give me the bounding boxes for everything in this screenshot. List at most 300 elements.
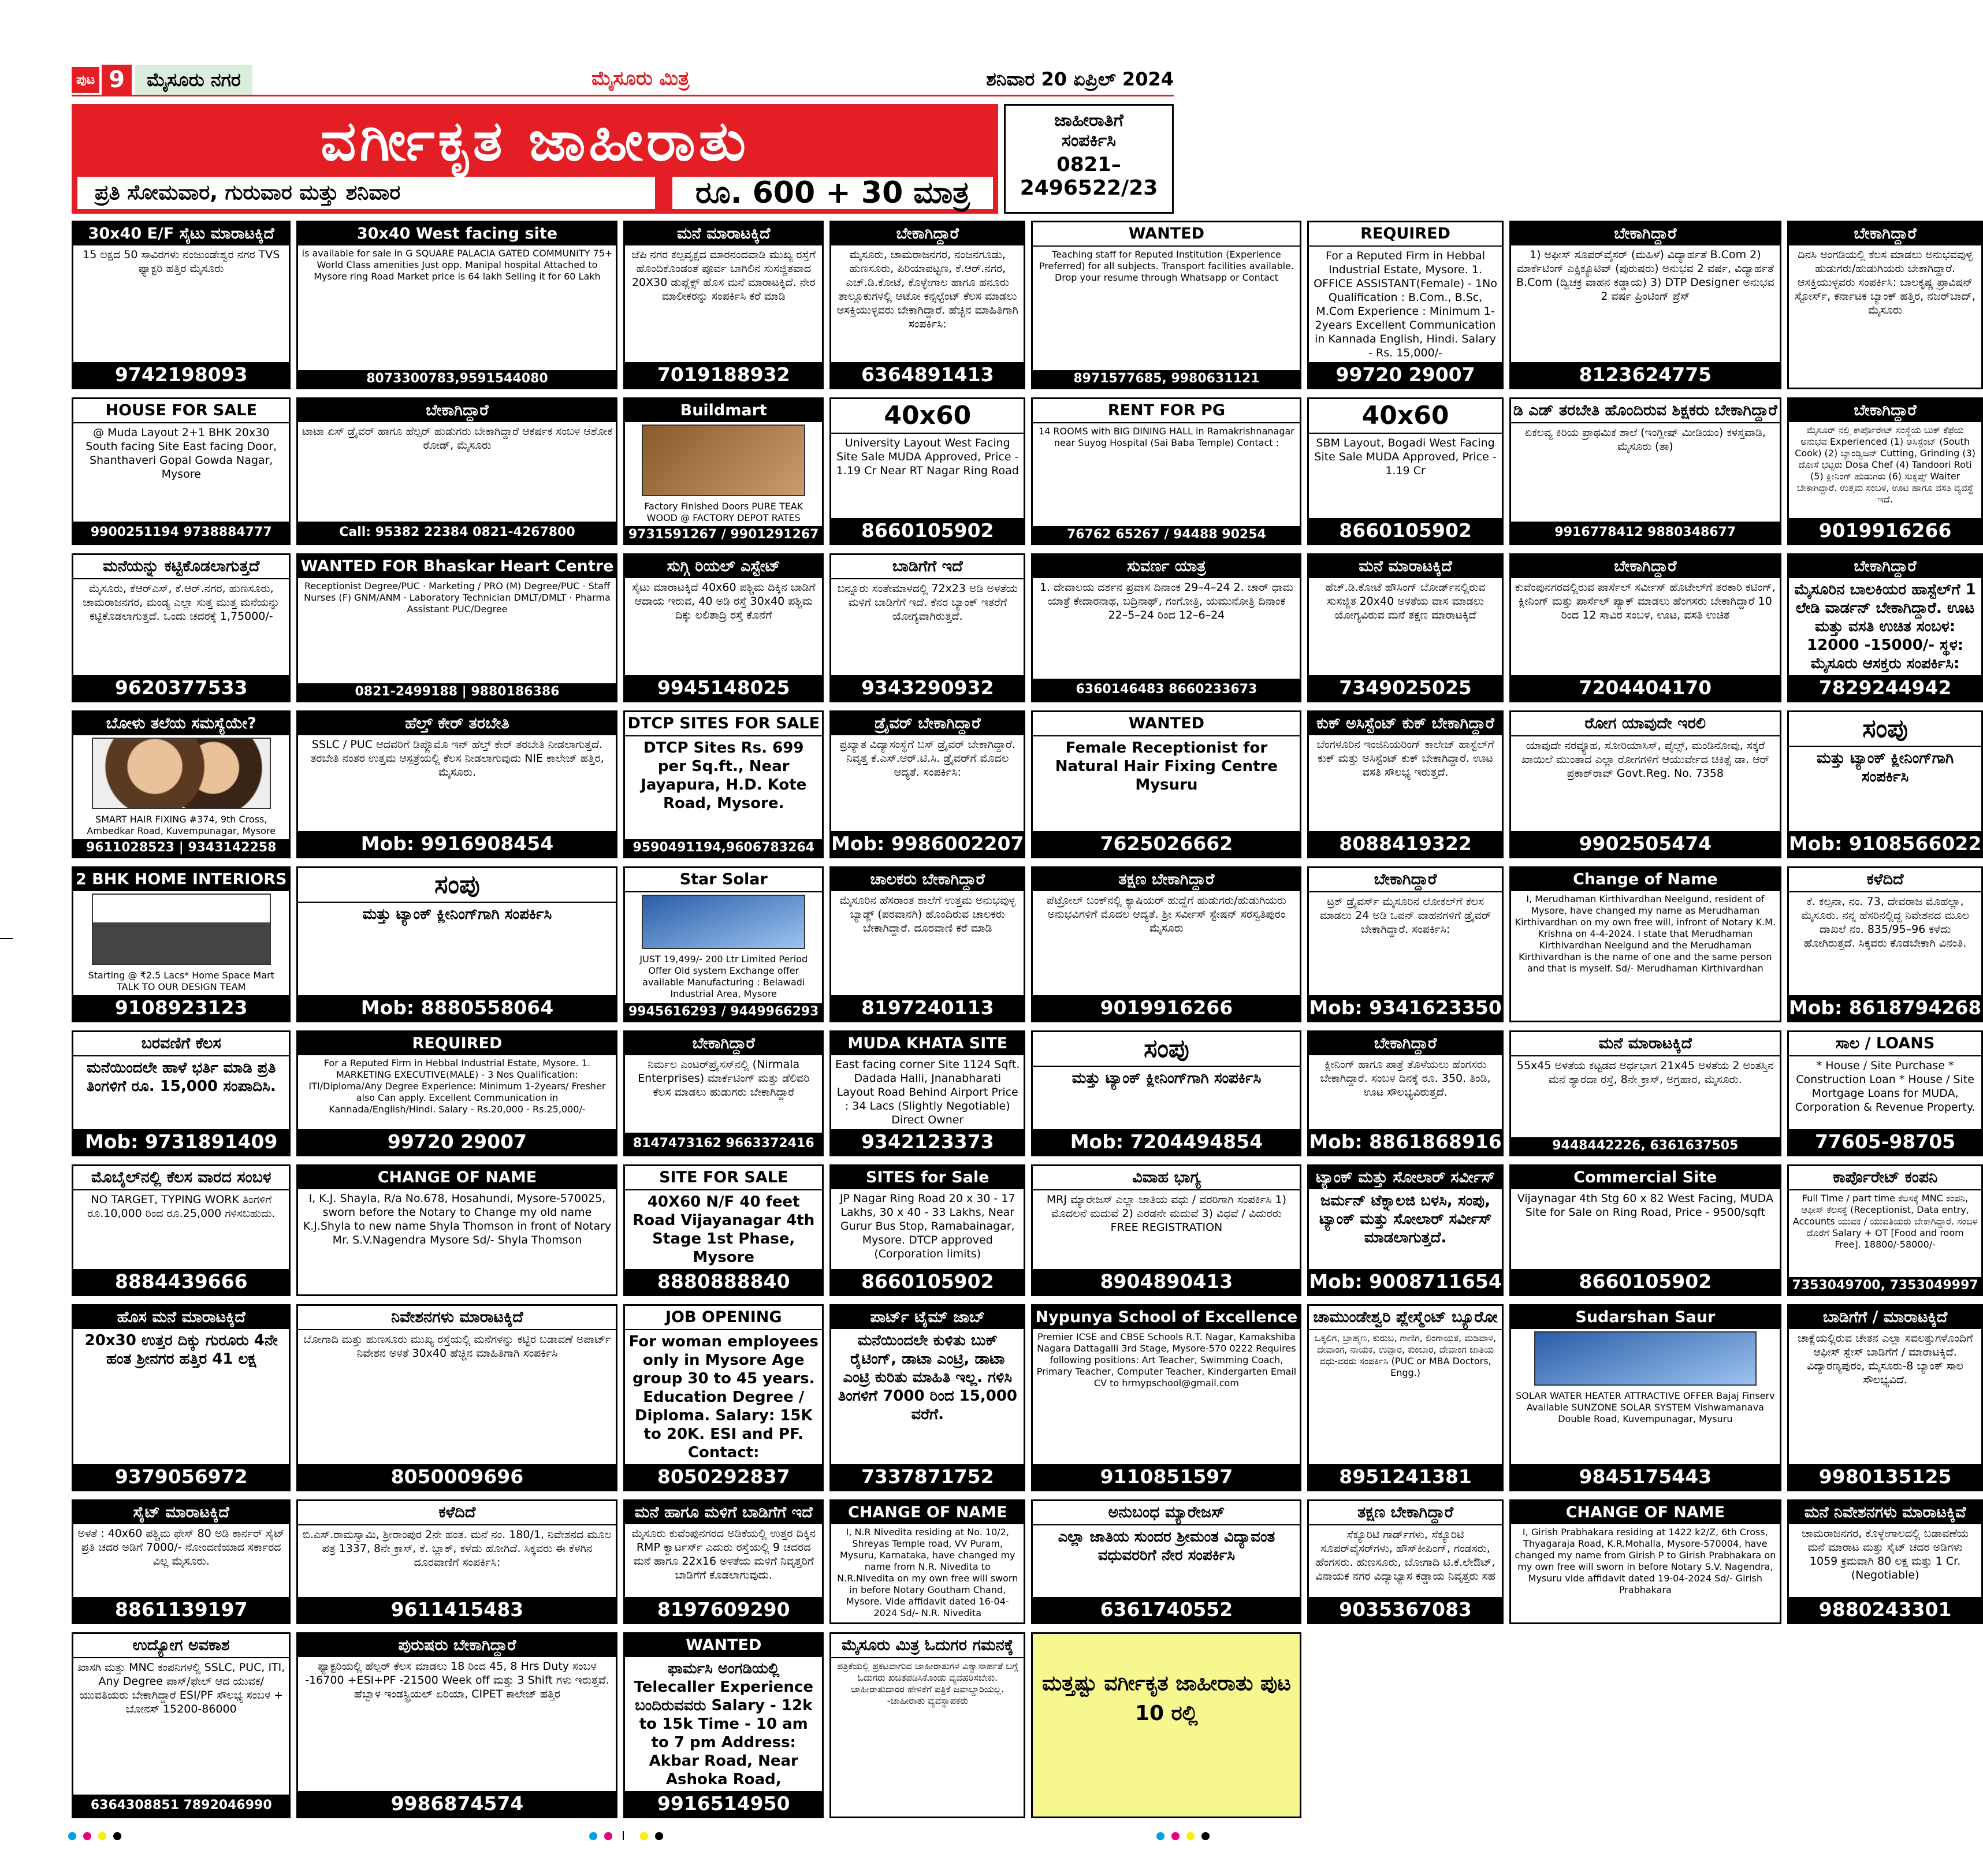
ad-body: ಸೈಟು ಮಾರಾಟಕ್ಕಿದೆ 40x60 ಪಶ್ಚಿಮ ದಿಕ್ಕಿನ ಬಾಡಿಗೆ ಆದಾಯ ಇರುವ, 40 ಅಡಿ ರಸ್ತೆ 30x40 ಪಶ್ಚಿಮ ದಿಕ್ಕು ಲಲಿತಾದ್ರಿ ರಸ್ತೆ ಕೊನೆಗೆ [631,581,816,621]
ad-phone-number: Mob: 9008711654 [1309,1269,1501,1294]
ad-body: For a Reputed Firm in Hebbal Industrial Estate, Mysore. 1. MARKETING EXECUTIVE(MALE) - 3 Nos Qualification: ITI/Diploma/Any Degree Experience: Minimum 1-2years/ Fresher also Can apply. Excellent Communication in Kannada/English/Hindi. Salary - Rs.20,000 - Rs.25,000/- [308,1058,606,1115]
ad-body: Full Time / part time ಕೆಲಸಕ್ಕೆ MNC ಕಂಪನಿ, ಆಫೀಸ್ ಕೆಲಸಕ್ಕೆ (Receptionist, Data entry, Accounts ಯುವಕ / ಯುವತಿಯರು ಬೇಕಾಗಿದ್ದಾರೆ. ಸಂಬಳ ದೊರೆಗೆ Salary + OT [Food and room Free]. 18800/-58000/- [1792,1193,1978,1250]
ad-body: Starting @ ₹2.5 Lacs* Home Space Mart TALK TO OUR DESIGN TEAM [88,970,274,992]
center-crop-mark [623,1831,624,1840]
classified-ad [296,710,617,858]
classified-ad [1509,397,1781,545]
classified-ad [72,1632,291,1818]
ad-heading: HOUSE FOR SALE [73,399,289,423]
classified-ad [829,1030,1025,1156]
ad-heading: ಮನೆ ನಿವೇಶನಗಳು ಮಾರಾಟಕ್ಕಿವೆ [1789,1501,1981,1524]
city-edition: ಮೈಸೂರು ನಗರ [135,65,252,95]
ad-body: 1. ದೇವಾಲಯ ದರ್ಶನ ಪ್ರವಾಸ ದಿನಾಂಕ 29–4–24 2. ಚಾರ್ ಧಾಮ ಯಾತ್ರೆ ಕೇದಾರನಾಥ, ಬದ್ರಿನಾಥ್, ಗಂಗೋತ್ರಿ, ಯಮುನೋತ್ರಿ ದಿನಾಂಕ 22–5–24 ರಿಂದ 12–6–24 [1040,581,1293,621]
page-number: 9 [102,65,132,95]
classified-ad [1031,1030,1301,1156]
ad-phone-number: 8660105902 [1511,1269,1780,1294]
classified-ad [1509,553,1781,702]
ad-heading: ಬಾಡಿಗೆಗೆ / ಮಾರಾಟಕ್ಕಿದೆ [1789,1306,1981,1329]
ad-heading: ಬೇಕಾಗಿದ್ದಾರೆ [1789,399,1981,422]
ad-body: University Layout West Facing Site Sale MUDA Approved, Price - 1.19 Cr Near RT Nagar Ring Road [836,437,1019,477]
ad-body: SOLAR WATER HEATER ATTRACTIVE OFFER Bajaj Finserv Available SUNZONE SOLAR SYSTEM Vishwamanava Double Road, Kuvempunagar, Mysuru [1516,1390,1775,1424]
registration-dot [83,1832,91,1840]
ad-heading: Buildmart [625,399,822,422]
ad-heading: ಬೇಕಾಗಿದ್ದಾರೆ [298,399,616,422]
ad-body: 14 ROOMS with BIG DINING HALL in Ramakrishnanagar near Suyog Hospital (Sai Baba Temple) Contact : [1038,426,1294,448]
ad-phone-number: 9343290932 [831,675,1024,701]
ad-body: ಮತ್ತು ಟ್ಯಾಂಕ್ ಕ್ಲೀನಿಂಗ್‌ಗಾಗಿ ಸಂಪರ್ಕಿಸಿ [1072,1070,1262,1087]
classified-ad [296,1632,617,1818]
classified-ad [1307,397,1503,545]
ad-body: ಫ್ಯಾಕ್ಟರಿಯಲ್ಲಿ ಹೆಲ್ಪರ್ ಕೆಲಸ ಮಾಡಲು 18 ರಿಂದ 45, 8 Hrs Duty ಸಂಬಳ -16700 +ESI+PF -21500 Week off ಮತ್ತು 3 Shift ಗಳು ಇರುತ್ತವೆ. ಹೆಬ್ಬಾಳ ಇಂಡಸ್ಟ್ರಿಯಲ್ ಏರಿಯಾ, CIPET ಕಾಲೇಜ್ ಹತ್ತಿರ [305,1660,609,1700]
ad-phone-number: Mob: 8880558064 [298,995,616,1021]
ad-phone-number: 6360146483 8660233673 [1033,679,1300,701]
classified-ad [1307,1164,1503,1296]
ad-heading: CHANGE OF NAME [298,1166,616,1189]
classified-ad [1787,553,1983,702]
ad-heading: ಪುರುಷರು ಬೇಕಾಗಿದ್ದಾರೆ [298,1634,616,1657]
ad-heading: ಕಳೆದಿದೆ [298,1501,616,1525]
ad-phone-number: 8147473162 9663372416 [625,1133,822,1155]
ad-heading: ಬೇಕಾಗಿದ್ದಾರೆ [1309,1032,1501,1055]
ad-phone-number: 9611415483 [298,1597,616,1622]
ad-phone-number: 9845175443 [1511,1464,1780,1490]
ad-phone-number: 9916778412 9880348677 [1511,522,1780,544]
ad-body: Factory Finished Doors PURE TEAK WOOD @ FACTORY DEPOT RATES [644,501,803,523]
ad-body: ಕ್ಲೀನಿಂಗ್ ಹಾಗೂ ಪಾತ್ರೆ ತೊಳೆಯಲು ಹೆಂಗಸರು ಬೇಕಾಗಿದ್ದಾರೆ. ಸಂಬಳ ದಿನಕ್ಕೆ ರೂ. 350. ತಿಂಡಿ, ಊಟ ಸೌಲಭ್ಯವಿರುತ್ತದೆ. [1320,1058,1491,1099]
classified-ad [72,710,291,858]
ad-heading: ಸೈಟ್ ಮಾರಾಟಕ್ಕಿದೆ [73,1501,289,1524]
classified-ad [1787,397,1983,545]
classified-ad [296,1304,617,1491]
classified-ad [72,1030,291,1156]
classified-ad [1031,866,1301,1022]
registration-dot [1156,1832,1164,1840]
ad-heading: ಮನೆ ಮಾರಾಟಕ್ಕಿದೆ [1511,1032,1780,1056]
classified-ad [1031,1499,1301,1624]
classified-ad [1031,710,1301,858]
ad-heading: REQUIRED [1309,222,1501,247]
ad-phone-number: 6361740552 [1033,1597,1300,1622]
ad-heading: CHANGE OF NAME [1511,1501,1780,1524]
ad-body: East facing corner Site 1124 Sqft. Dadada Halli, Jnanabharati Layout Road Behind Airport Price : 34 Lacs (Slightly Negotiable) Direct Owner [835,1058,1020,1126]
classified-ad [72,866,291,1022]
ad-body: ಬೋಗಾದಿ ಮತ್ತು ಹುಣಸೂರು ಮುಖ್ಯ ರಸ್ತೆಯಲ್ಲಿ ಮನೆಗಳನ್ನು ಕಟ್ಟಿರ ಬಡಾವಣೆ ಅಪಾರ್ಟ್ ನಿವೇಶನ ಅಳತೆ 30x40 ಹೆಚ್ಚಿನ ಮಾಹಿತಿಗಾಗಿ ಸಂಪರ್ಕಿಸಿ [303,1333,611,1360]
classified-ad [72,221,291,389]
classified-ad [1509,710,1781,858]
classified-ad [1031,1304,1301,1491]
ad-body: ಕುವೆಂಪುನಗರದಲ್ಲಿರುವ ಪಾರ್ಸೆಲ್ ಸರ್ವೀಸ್ ಹೊಟೇಲ್‌ಗೆ ತರಕಾರಿ ಕಟಿಂಗ್, ಕ್ಲೀನಿಂಗ್ ಮತ್ತು ಪಾರ್ಸೆಲ್ ಪ್ಯಾಕ್ ಮಾಡಲು ಹೆಂಗಸರು ಬೇಕಾಗಿದ್ದಾರೆ 10 ರಿಂದ 12 ಸಾವಿರ ಸಂಬಳ, ಊಟ, ವಸತಿ ಉಚಿತ [1515,581,1776,621]
ad-body: ಹೆಚ್.ಡಿ.ಕೋಟೆ ಹೌಸಿಂಗ್ ಬೋರ್ಡ್‌ನಲ್ಲಿರುವ ಸುಸಜ್ಜಿತ 20x40 ಅಳತೆಯ ವಾಸ ಮಾಡಲು ಯೋಗ್ಯವಿರುವ ಮನೆ ತಕ್ಷಣ ಮಾರಾಟಕ್ಕಿದೆ [1325,581,1486,621]
ad-heading: ತಕ್ಷಣ ಬೇಕಾಗಿದ್ದಾರೆ [1309,1501,1501,1525]
ad-heading: RENT FOR PG [1033,399,1300,423]
classified-ad [829,866,1025,1022]
ad-body: ಮೈಸೂರು ಕುವೆಂಪುನಗರದ ಅಡಿಕೆಯಲ್ಲಿ ಉತ್ತರ ದಿಕ್ಕಿನ RMP ಕ್ವಾರ್ಟರ್ಸ್ ಎದುರು ರಸ್ತೆಯಲ್ಲಿ 9 ಚದರದ ಮನೆ ಹಾಗೂ 22x16 ಅಳತೆಯ ಮಳಿಗೆ ನಿವೃತ್ತರಿಗೆ ಬಾಡಿಗೆಗೆ ಕೊಡಲಾಗುವುದು. [631,1527,816,1581]
ad-heading: Commercial Site [1511,1166,1780,1189]
classified-banner [72,104,998,214]
ad-heading: ವಿವಾಹ ಭಾಗ್ಯ [1033,1166,1300,1190]
classified-ad [829,1164,1025,1296]
ad-heading: ಕಾರ್ಪೊರೇಟ್ ಕಂಪನಿ [1789,1166,1981,1190]
ad-heading: ಬರವಣಿಗೆ ಕೆಲಸ [73,1032,289,1056]
contact-line-3: 0821– [1056,153,1121,176]
ad-phone-number: 8197240113 [831,995,1024,1021]
ad-phone-number: 76762 65267 / 94488 90254 [1033,526,1300,544]
ad-body: Vijaynagar 4th Stg 60 x 82 West Facing, MUDA Site for Sale on Ring Road, Price - 9500/sqft [1517,1192,1773,1219]
ad-heading: ಡ್ರೈವರ್ ಬೇಕಾಗಿದ್ದಾರೆ [831,712,1024,735]
ad-body: I, Merudhaman Kirthivardhan Neelgund, resident of Mysore, have changed my name as Merudhaman Kirthivardhan on my own free will, infront of Notary K.M. Krishna on 4-4-2024. I state that Merudhaman Kirthivardhan Neelgund and the Merudhaman Kirthivardhan is the name of one and the same person and that is myself. Sd/- Merudhaman Kirthivardhan [1515,894,1776,974]
ad-heading: ಚಾಮುಂಡೇಶ್ವರಿ ಪ್ಲೇಸ್ಮೆಂಟ್ ಬ್ಯೂರೋ [1309,1306,1501,1330]
ad-body: ಬೆಂಗಳೂರಿನ ಇಂಜಿನಿಯರಿಂಗ್ ಕಾಲೇಜ್ ಹಾಸ್ಟೆಲ್‌ಗೆ ಕುಕ್ ಮತ್ತು ಅಸಿಸ್ಟೆಂಟ್ ಕುಕ್ ಬೇಕಾಗಿದ್ದಾರೆ. ಊಟ ವಸತಿ ಸೌಲಭ್ಯ ಇರುತ್ತದೆ. [1316,738,1494,779]
ad-phone-number: 7349025025 [1309,675,1501,701]
ad-heading: ಡಿ ಎಡ್ ತರಬೇತಿ ಹೊಂದಿರುವ ಶಿಕ್ಷಕರು ಬೇಕಾಗಿದ್ದಾರೆ [1511,399,1780,423]
classified-ad [829,221,1025,389]
ad-phone-number: 99720 29007 [298,1129,616,1155]
classified-ad [1509,221,1781,389]
ad-phone-number: 0821-2499188 | 9880186386 [298,683,616,701]
ad-heading: ಬೇಕಾಗಿದ್ದಾರೆ [831,222,1024,245]
ad-phone-number: 8660105902 [1309,518,1501,544]
ad-heading: ಸುವರ್ಣ ಯಾತ್ರ [1033,555,1300,578]
ad-phone-number: 8884439666 [73,1269,289,1294]
ad-phone-number: 9448442226, 6361637505 [1511,1137,1780,1155]
registration-dot [655,1832,663,1840]
registration-dot [604,1832,612,1840]
ad-heading: CHANGE OF NAME [831,1501,1024,1524]
ad-heading: ಸಂಪು [1789,712,1981,747]
page-tab [72,65,252,95]
ad-body: JUST 19,499/- 200 Ltr Limited Period Offer Old system Exchange offer available Manufacturing : Belawadi Industrial Area, Mysore [639,954,808,999]
ad-heading: ಚಾಲಕರು ಬೇಕಾಗಿದ್ದಾರೆ [831,868,1024,891]
ad-heading: Sudarshan Saur [1511,1306,1780,1329]
ad-heading: 30x40 West facing site [298,222,616,245]
ad-heading: WANTED [1033,222,1300,247]
classified-ad [1307,866,1503,1022]
ad-body: 55x45 ಅಳತೆಯ ಕಟ್ಟಡದ ಅರ್ಧಭಾಗ 21x45 ಅಳತೆಯ 2 ಅಂತಸ್ತಿನ ಮನೆ ಶ್ಯಾರದಾ ರಸ್ತೆ, 8ನೇ ಕ್ರಾಸ್, ಅಗ್ರಹಾರ, ಮೈಸೂರು. [1516,1059,1774,1086]
ad-body: ಪ್ರಖ್ಯಾತ ವಿದ್ಯಾಸಂಸ್ಥೆಗೆ ಬಸ್ ಡ್ರೈವರ್ ಬೇಕಾಗಿದ್ದಾರೆ. ನಿವೃತ್ತ ಕೆ.ಎಸ್.ಆರ್.ಟಿ.ಸಿ. ಡ್ರೈವರ್‌ಗೆ ಮೊದಲ ಆದ್ಯತೆ. ಸಂಪರ್ಕಿಸಿ: [839,738,1015,779]
publication-schedule: ಪ್ರತಿ ಸೋಮವಾರ, ಗುರುವಾರ ಮತ್ತು ಶನಿವಾರ [77,177,655,209]
ad-phone-number: Mob: 8861868916 [1309,1129,1501,1155]
ad-body: ಒಕ್ಕಲಿಗ, ಬ್ರಾಹ್ಮಣ, ಕುರುಬ, ಗಾಣಿಗ, ಲಿಂಗಾಯತ, ಮಡಿವಾಳ, ದೇವಾಂಗ, ನಾಯಕ, ಉಪ್ಪಾರ, ಕುಂಬಾರ, ದೇವಾಂಗ ಜಾತಿಯ ವಧು-ವರರು ಸಂಪರ್ಕಿಸಿ (PUC or MBA Doctors, Engg.) [1314,1332,1497,1378]
ad-photo [92,894,271,965]
ad-heading: WANTED FOR Bhaskar Heart Centre [298,555,616,578]
ad-heading: Change of Name [1511,868,1780,891]
ad-body: NO TARGET, TYPING WORK ತಿಂಗಳಿಗೆ ರೂ.10,000 ರಿಂದ ರೂ.25,000 ಗಳಿಸಬಹುದು. [87,1193,276,1220]
ad-phone-number: 8971577685, 9980631121 [1033,370,1300,388]
ad-heading: ಸಂಪು [298,868,616,903]
ad-heading: ಕುಕ್ ಅಸಿಸ್ಟೆಂಟ್ ಕುಕ್ ಬೇಕಾಗಿದ್ದಾರೆ [1309,712,1501,735]
ad-phone-number: 9342123373 [831,1129,1024,1155]
ad-body: ಕೆ. ಕಲ್ಪನಾ, ನಂ. 73, ದೇವರಾಜ ಮೊಹಲ್ಲಾ, ಮೈಸೂರು. ನನ್ನ ಹೆಸರಿನಲ್ಲಿದ್ದ ನಿವೇಶನದ ಮೂಲ ದಾಖಲೆ ನಂ. 835/95–96 ಕಳೆದು ಹೋಗಿರುತ್ತದೆ. ಸಿಕ್ಕವರು ಕೊಡಬೇಕಾಗಿ ವಿನಂತಿ. [1801,895,1969,950]
ad-body: 1) ಅಫೀಸ್ ಸೂಪರ್‌ವೈಸರ್ (ಮಹಿಳೆ) ವಿದ್ಯಾರ್ಹತೆ B.Com 2) ಮಾರ್ಕೆಟಿಂಗ್ ಎಕ್ಸಿಕ್ಯೂಟಿವ್ (ಪುರುಷರು) ಅನುಭವ 2 ವರ್ಷ, ವಿದ್ಯಾರ್ಹತೆ B.Com (ದ್ವಿಚಕ್ರ ವಾಹನ ಕಡ್ಡಾಯ) 3) DTP Designer ಅನುಭವ 2 ವರ್ಷ ಪ್ರಿಂಟಿಂಗ್ ಪ್ರೆಸ್ [1516,248,1774,303]
ad-body: SBM Layout, Bogadi West Facing Site Sale MUDA Approved, Price - 1.19 Cr [1314,437,1497,477]
ad-body: Receptionist Degree/PUC · Marketing / PRO (M) Degree/PUC · Staff Nurses (F) GNM/ANM · Laboratory Technician DMLT/DMLT · Pharma Assistant PUC/Degree [304,580,611,615]
ad-heading: ಮನೆಯನ್ನು ಕಟ್ಟಿಕೊಡಲಾಗುತ್ತದೆ [73,555,289,579]
ad-phone-number: 9108923123 [73,995,289,1021]
ad-heading: REQUIRED [298,1032,616,1055]
classified-ad [623,1164,824,1296]
ad-photo [642,895,805,949]
ad-body: ಬಿ.ಎಸ್.ರಾಮಸ್ವಾಮಿ, ಶ್ರೀರಾಂಪುರ 2ನೇ ಹಂತ. ಮನೆ ನಂ. 180/1, ನಿವೇಶನದ ಮೂಲ ಪತ್ರ 1337, 8ನೇ ಕ್ರಾಸ್, ಕೆ. ಬ್ಲಾಕ್, ಕಳೆದು ಹೋಗಿದೆ. ಸಿಕ್ಕವರು ಈ ಕೆಳಗಿನ ದೂರವಾಣಿಗೆ ಸಂಪರ್ಕಿಸಿ: [303,1528,612,1569]
classified-ad [1787,221,1983,389]
classified-ad [829,1499,1025,1624]
ad-heading: ಮನೆ ಹಾಗೂ ಮಳಿಗೆ ಬಾಡಿಗೆಗೆ ಇದೆ [625,1501,822,1524]
classified-ad [1787,1499,1983,1624]
ad-phone-number: 9019916266 [1033,995,1300,1021]
ad-heading: WANTED [1033,712,1300,736]
classified-ad [1307,1499,1503,1624]
ad-body: ಜರ್ಮನ್ ಟೆಕ್ನಾಲಜಿ ಬಳಸಿ, ಸಂಪು, ಟ್ಯಾಂಕ್ ಮತ್ತು ಸೋಲಾರ್ ಸರ್ವೀಸ್ ಮಾಡಲಾಗುತ್ತದೆ. [1319,1192,1492,1246]
ad-phone-number: 9110851597 [1033,1464,1300,1490]
ad-phone-number: 7353049700, 7353049997 [1789,1277,1981,1294]
classified-ad [1509,1030,1781,1156]
ad-body: ಮನೆಯಿಂದಲೇ ಹಾಳೆ ಭರ್ತಿ ಮಾಡಿ ಪ್ರತಿ ತಿಂಗಳಿಗೆ ರೂ. 15,000 ಸಂಪಾದಿಸಿ. [86,1059,276,1095]
ad-phone-number: 9379056972 [73,1464,289,1490]
ad-heading: 40x60 [1309,399,1501,434]
ad-phone-number: 8880888840 [625,1269,822,1294]
classified-ad [72,397,291,545]
ad-body: ಮನೆಯಿಂದಲೇ ಕುಳಿತು ಬುಕ್ ರೈಟಿಂಗ್, ಡಾಟಾ ಎಂಟ್ರಿ, ಡಾಟಾ ಎಂಟ್ರಿ ಕುರಿತು ಮಾಹಿತಿ ಇಲ್ಲ. ಗಳಿಸಿ ತಿಂಗಳಿಗೆ 7000 ರಿಂದ 15,000 ವರೆಗೆ. [838,1332,1018,1423]
ad-heading: Nypunya School of Excellence [1033,1306,1300,1329]
ad-phone-number: 9035367083 [1309,1597,1501,1622]
classified-ad [1031,221,1301,389]
ad-heading: ಸುಗ್ಗಿ ರಿಯಲ್ ಎಸ್ಟೇಟ್ [625,555,822,578]
classified-ad [296,1030,617,1156]
newspaper-logo: ಮೈಸೂರು ಮಿತ್ರ [591,67,690,90]
ad-body: ಚಾಮರಾಜನಗರ, ಕೊಳ್ಳೇಗಾಲದಲ್ಲಿ ಬಡಾವಣೆಯ ಮನೆ ಮಾರಾಟ ಮತ್ತು ಸೈಟ್ ಚದರ ಅಡಿಗಳು 1059 ಕ್ರಮವಾಗಿ 80 ಲಕ್ಷ ಮತ್ತು 1 Cr. (Negotiable) [1802,1527,1969,1581]
ad-body: ಮತ್ತು ಟ್ಯಾಂಕ್ ಕ್ಲೀನಿಂಗ್‌ಗಾಗಿ ಸಂಪರ್ಕಿಸಿ [362,906,552,923]
ad-heading: ಬೇಕಾಗಿದ್ದಾರೆ [1511,555,1780,578]
ad-body: ಜೆಪಿ ನಗರ ಕಲ್ಪವೃಕ್ಷದ ಮಾರನಂದವಾಡಿ ಮುಖ್ಯ ರಸ್ತೆಗೆ ಹೊಂದಿಕೊಂಡಂತೆ ಪೂರ್ವ ಬಾಗಿಲಿನ ಸುಸಜ್ಜಿತವಾದ 20X30 ಡುಪ್ಲೆಕ್ಸ್ ಹೊಸ ಮನೆ ಮಾರಾಟಕ್ಕಿದೆ. ನೇರ ಮಾಲೀಕರನ್ನು ಸಂಪರ್ಕಿಸಿ ಕರೆ ಮಾಡಿ [631,248,816,303]
classified-ad [296,553,617,702]
classified-ad [1509,1304,1781,1491]
ad-body: ನಿರ್ಮಲ ಎಂಟರ್‌ಪ್ರೈಸಸ್‌ನಲ್ಲಿ (Nirmala Enterprises) ಮಾರ್ಕೆಟಿಂಗ್ ಮತ್ತು ಡೆಲಿವರಿ ಕೆಲಸ ಮಾಡಲು ಹುಡುಗರು ಬೇಕಾಗಿದ್ದಾರೆ [638,1058,810,1099]
classified-ad [829,553,1025,702]
ad-phone-number: Mob: 8618794268 [1789,995,1981,1021]
ad-phone-number: 8088419322 [1309,831,1501,857]
ad-heading: ಸಾಲ / LOANS [1789,1032,1981,1056]
page-label: ಪುಟ [72,67,99,93]
ad-body: SMART HAIR FIXING #374, 9th Cross, Ambedkar Road, Kuvempunagar, Mysore [87,814,276,836]
ad-heading: MUDA KHATA SITE [831,1032,1024,1055]
ad-phone-number: 8904890413 [1033,1269,1300,1294]
ad-body: ಮತ್ತು ಟ್ಯಾಂಕ್ ಕ್ಲೀನಿಂಗ್‌ಗಾಗಿ ಸಂಪರ್ಕಿಸಿ [1817,750,1954,786]
ad-body: ಏಕಲವ್ಯ ಕಿರಿಯ ಪ್ರಾಥಮಿಕ ಶಾಲೆ (ಇಂಗ್ಲೀಷ್ ಮೀಡಿಯಂ) ಕಳಸ್ತವಾಡಿ, ಮೈಸೂರು (ತಾ) [1524,426,1766,453]
ad-body: ಟ್ರಕ್ ಡ್ರೈವರ್ಸ್ ಮೈಸೂರಿನ ಲೋಕಲ್‌ಗೆ ಕೆಲಸ ಮಾಡಲು 24 ಅಡಿ ಒಪನ್ ವಾಹನಗಳಿಗೆ ಡ್ರೈವರ್ ಬೇಕಾಗಿದ್ದಾರೆ. ಸಂಪರ್ಕಿಸಿ: [1319,895,1491,936]
classified-ad [1307,710,1503,858]
classified-ad [1031,553,1301,702]
ad-body: ಮೈಸೂರು, ಕೆಆರ್‌ಎಸ್, ಕೆ.ಆರ್.ನಗರ, ಹುಣಸೂರು, ಚಾಮರಾಜನಗರ, ಮಂಡ್ಯ ಎಲ್ಲಾ ಸುತ್ತ ಮುತ್ತ ಮನೆಯನ್ನು ಕಟ್ಟಿಕೊಡಲಾಗುತ್ತದೆ. ಒಂದು ಚದರಕ್ಕೆ 1,75000/- [83,582,280,623]
ad-heading: ಬೇಕಾಗಿದ್ದಾರೆ [625,1032,822,1055]
ad-body: 15 ಲಕ್ಷದ 50 ಸಾವಿರಗಳು ನಂಜುಂಡೇಶ್ವರ ನಗರ TVS ಫ್ಯಾಕ್ಟರಿ ಹತ್ತಿರ ಮೈಸೂರು [83,248,280,275]
classified-ad [623,866,824,1022]
classified-ad [623,710,824,858]
classified-ad [1031,397,1301,545]
ad-heading: ಬೇಕಾಗಿದ್ದಾರೆ [1511,222,1780,245]
classified-ad [296,397,617,545]
ad-phone-number: 8050009696 [298,1464,616,1490]
ad-body: DTCP Sites Rs. 699 per Sq.ft., Near Jayapura, H.D. Kote Road, Mysore. [641,739,807,812]
ad-phone-number: Mob: 7204494854 [1033,1129,1300,1155]
classified-ad [1307,1030,1503,1156]
ad-phone-number: Mob: 9108566022 [1789,831,1981,857]
classified-ad [829,1304,1025,1491]
classified-ad [1031,1164,1301,1296]
registration-dot [1171,1832,1180,1840]
ad-phone-number: 9590491194,9606783264 [625,839,822,857]
ad-heading: ಅನುಬಂಧ ಮ್ಯಾರೇಜಸ್ [1033,1501,1300,1525]
ad-heading: ಮನೆ ಮಾರಾಟಕ್ಕಿದೆ [625,222,822,245]
ad-body: ಮತ್ತಷ್ಟು ವರ್ಗೀಕೃತ ಜಾಹೀರಾತು ಪುಟ 10 ರಲ್ಲಿ [1041,1672,1291,1725]
ad-heading: ಬೇಕಾಗಿದ್ದಾರೆ [1789,222,1981,245]
ad-heading: ಹೆಲ್ತ್ ಕೇರ್ ತರಬೇತಿ [298,712,616,735]
ad-phone-number: 9742198093 [73,362,289,388]
ad-body: JP Nagar Ring Road 20 x 30 - 17 Lakhs, 30 x 40 - 33 Lakhs, Near Gurur Bus Stop, Ramabainagar, Mysore. DTCP approved (Corporation limits) [839,1192,1015,1260]
ad-phone-number: 7625026662 [1033,831,1300,857]
masthead [72,65,1174,95]
ad-heading: JOB OPENING [625,1306,822,1330]
ad-phone-number: 9880243301 [1789,1597,1981,1622]
ad-body: ಚಾಕ್ಲೆಯಲ್ಲಿರುವ ಚೇತನ ಎಲ್ಲಾ ಸವಲತ್ತುಗಳೊಂದಿಗೆ ಆಫೀಸ್ ಸ್ಪೇಸ್ ಬಾಡಿಗೆಗೆ / ಮಾರಾಟಕ್ಕಿದೆ. ವಿದ್ಯಾರಣ್ಯಪುರಂ, ಮೈಸೂರು-8 ಬ್ಯಾಂಕ್ ಸಾಲ ಸೌಲಭ್ಯವಿದೆ. [1797,1332,1973,1386]
classified-ad [1509,1164,1781,1296]
ad-phone-number: 9902505474 [1511,831,1780,857]
section-title: ವರ್ಗೀಕೃತ ಜಾಹೀರಾತು [320,109,750,173]
ad-heading: ಬಾಡಿಗೆಗೆ ಇದೆ [831,555,1024,579]
ad-phone-number: Mob: 9916908454 [298,831,616,857]
ad-phone-number: 7204404170 [1511,675,1780,701]
ad-body: For a Reputed Firm in Hebbal Industrial Estate, Mysore. 1. OFFICE ASSISTANT(Female) - 1No Qualification : B.Com., B.Sc, M.Com Experience : Minimum 1-2years Excellent Communication in Kannada English, Hindi. Salary - Rs. 15,000/- [1314,250,1497,359]
classified-ad [1307,553,1503,702]
classified-ad [623,1632,824,1818]
ad-body: * House / Site Purchase * Construction Loan * House / Site Mortgage Loans for MUDA, Corporation & Revenue Property. [1795,1059,1975,1114]
ad-body: is available for sale in G SQUARE PALACIA GATED COMMUNITY 75+ World Class amenities Just opp. Manipal hospital Attached to Mysore ring Road Market price is 64 lakh Selling it for 60 Lakh [302,248,613,282]
ad-phone-number: 8660105902 [831,1269,1024,1294]
ad-phone-number: 8197609290 [625,1597,822,1622]
ad-phone-number: 6364891413 [831,362,1024,388]
ad-body: ಮೈಸೂರಿನ ಬಾಲಕಿಯರ ಹಾಸ್ಟೆಲ್‌ಗೆ 1 ಲೇಡಿ ವಾರ್ಡನ್ ಬೇಕಾಗಿದ್ದಾರೆ. ಊಟ ಮತ್ತು ವಸತಿ ಉಚಿತ ಸಂಬಳ: 12000 -15000/- ಸ್ಥಳ: ಮೈಸೂರು ಆಸಕ್ತರು ಸಂಪರ್ಕಿಸಿ: [1794,581,1976,672]
ad-heading: 30x40 E/F ಸೈಟು ಮಾರಾಟಕ್ಕಿದೆ [73,222,289,245]
ad-body: 20x30 ಉತ್ತರ ದಿಕ್ಕು ಗುರೂರು 4ನೇ ಹಂತ ಶ್ರೀನಗರ ಹತ್ತಿರ 41 ಲಕ್ಷ [84,1332,278,1368]
ad-phone-number: Mob: 9731891409 [73,1129,289,1155]
ad-heading: ತಕ್ಷಣ ಬೇಕಾಗಿದ್ದಾರೆ [1033,868,1300,891]
registration-dot [1186,1832,1195,1840]
ad-heading: ಕಳೆದಿದೆ [1789,868,1981,892]
ad-heading: ರೋಗ ಯಾವುದೇ ಇರಲಿ [1511,712,1780,736]
ad-phone-number: 9945148025 [625,675,822,701]
ad-photo [92,738,271,809]
ad-phone-number: Mob: 9341623350 [1309,995,1501,1021]
ad-heading: ಬೇಕಾಗಿದ್ದಾರೆ [1309,868,1501,892]
classified-ad [623,221,824,389]
ad-heading: SITE FOR SALE [625,1166,822,1190]
classified-ad [829,397,1025,545]
ad-body: ಪೆಟ್ರೋಲ್ ಬಂಕ್‌ನಲ್ಲಿ ಕ್ಯಾಷಿಯರ್ ಹುದ್ದೆಗೆ ಹುಡುಗರು/ಹುಡುಗಿಯರು ಅನುಭವಿಗಳಿಗೆ ಮೊದಲ ಆದ್ಯತೆ. ಶ್ರೀ ಸರ್ವೀಸ್ ಸ್ಟೇಷನ್ ಸರಸ್ವತಿಪುರಂ ಮೈಸೂರು [1047,894,1286,935]
ad-body: ದಿನಸಿ ಅಂಗಡಿಯಲ್ಲಿ ಕೆಲಸ ಮಾಡಲು ಅನುಭವವುಳ್ಳ ಹುಡುಗರು/ಹುಡುಗಿಯರು ಬೇಕಾಗಿದ್ದಾರೆ. ಆಸಕ್ತಿಯುಳ್ಳವರು ಸಂಪರ್ಕಿಸಿ: ಬಾಲಕೃಷ್ಣ ಪ್ರಾವಿಷನ್ ಸ್ಟೋರ್ಸ್, ಕರ್ನಾಟಕ ಬ್ಯಾಂಕ್ ಹತ್ತಿರ, ನಜರ್‌ಬಾದ್, ಮೈಸೂರು [1795,248,1975,317]
ad-body: For woman employees only in Mysore Age group 30 to 45 years. Education Degree / Diploma. Salary: 15K to 20K. ESI and PF. Contact: [628,1333,819,1461]
ad-body: 40X60 N/F 40 feet Road Vijayanagar 4th Stage 1st Phase, Mysore [633,1193,815,1266]
classified-ad [1509,866,1781,1022]
contact-box [1004,104,1174,214]
ad-phone-number: 7829244942 [1789,675,1981,701]
classified-ad [623,1030,824,1156]
contact-line-1: ಜಾಹೀರಾತಿಗೆ [1054,110,1123,131]
issue-date: ಶನಿವಾರ 20 ಏಪ್ರಿಲ್ 2024 [986,68,1174,90]
classified-ad [623,397,824,545]
ad-phone-number: Call: 95382 22384 0821-4267800 [298,522,616,544]
ad-heading: 2 BHK HOME INTERIORS [73,868,289,891]
ad-heading: ಉದ್ಯೋಗ ಅವಕಾಶ [73,1634,289,1658]
classified-ad [72,1304,291,1491]
classified-ad [829,710,1025,858]
ad-heading: ಪಾರ್ಟ್ ಟೈಮ್ ಜಾಬ್ [831,1306,1024,1329]
ad-phone-number: 9019916266 [1789,518,1981,544]
registration-dot [113,1832,121,1840]
ad-heading: WANTED [625,1634,822,1657]
ad-phone-number: 9916514950 [625,1791,822,1817]
ad-heading: ನಿವೇಶನಗಳು ಮಾರಾಟಕ್ಕಿದೆ [298,1306,616,1330]
ad-heading: ಮನೆ ಮಾರಾಟಕ್ಕಿದೆ [1309,555,1501,578]
classified-ad [72,1164,291,1296]
classified-ad [72,553,291,702]
ad-heading: ಹೊಸ ಮನೆ ಮಾರಾಟಕ್ಕಿದೆ [73,1306,289,1329]
ad-phone-number: 9986874574 [298,1791,616,1817]
ad-body: ಸೆಕ್ಯೂರಿಟಿ ಗಾರ್ಡ್‌ಗಳು, ಸೆಕ್ಯೂರಿಟಿ ಸೂಪರ್‌ವೈಸರ್‌ಗಳು, ಹೌಸ್‌ಕೀಪಿಂಗ್, ಗಂಡಸರು, ಹೆಂಗಸರು. ಹುಣಸೂರು, ಬೋಗಾದಿ ಟಿ.ಕೆ.ಲೇಔಟ್, ವಿನಾಯಕ ನಗರ ವಿದ್ಯಾಭ್ಯಾಸ ಕಡ್ಡಾಯ ನಿವೃತ್ತರು ಸಹ [1315,1528,1495,1583]
classified-ad [623,1304,824,1491]
ad-heading: Star Solar [625,868,822,892]
ad-phone-number: 9945616293 / 9449966293 [625,1003,822,1021]
ad-photo [1534,1331,1757,1386]
ad-heading: ಬೋಳು ತಲೆಯ ಸಮಸ್ಯೆಯೇ? [73,712,289,735]
ad-photo [642,425,805,496]
ad-body: ಮೈಸೂರು, ಚಾಮರಾಜನಗರ, ನಂಜನಗೂಡು, ಹುಣಸೂರು, ಪಿರಿಯಾಪಟ್ಟಣ, ಕೆ.ಆರ್.ನಗರ, ಎಚ್.ಡಿ.ಕೋಟೆ, ಕೊಳ್ಳೇಗಾಲ ಹಾಗೂ ಹನೂರು ತಾಲ್ಲೂಕುಗಳಲ್ಲಿ ಆಟೋ ಕನ್ಸಲ್ಟೆಂಟ್ ಕೆಲಸ ಮಾಡಲು ಆಸಕ್ತಿಯುಳ್ಳವರು ಬೇಕಾಗಿದ್ದಾರೆ. ಹೆಚ್ಚಿನ ಮಾಹಿತಿಗಾಗಿ ಸಂಪರ್ಕಿಸಿ: [836,248,1018,330]
ad-phone-number: 7019188932 [625,362,822,388]
ad-body: MRJ ಮ್ಯಾರೇಜಸ್ ಎಲ್ಲಾ ಜಾತಿಯ ವಧು / ವರರಿಗಾಗಿ ಸಂಪರ್ಕಿಸಿ 1) ಮೊದಲನೆ ಮದುವೆ 2) ಎರಡನೇ ಮದುವೆ 3) ವಿಧವೆ / ವಿದುರರು FREE REGISTRATION [1046,1193,1286,1234]
ad-phone-number: 6364308851 7892046990 [73,1795,289,1817]
classified-ad [296,1164,617,1296]
ad-body: ಎಲ್ಲಾ ಜಾತಿಯ ಸುಂದರ ಶ್ರೀಮಂತ ವಿದ್ಯಾವಂತ ವಧುವರರಿಗೆ ನೇರ ಸಂಪರ್ಕಿಸಿ [1058,1528,1275,1564]
classified-ad [623,553,824,702]
classified-ad [1787,710,1983,858]
ad-heading: DTCP SITES FOR SALE [625,712,822,736]
ad-body: I, Girish Prabhakara residing at 1422 k2/Z, 6th Cross, Thyagaraja Road, K.R.Mohalla, Mysore-570004, have changed my name from Girish P to Girish Prabhakara on my own free will sworn in before Notary S.V. Nagendra, Mysuru vide affidavit dated 19-04-2024 Sd/- Girish Prabhakara [1515,1527,1776,1595]
classified-ads-grid [72,221,1982,1818]
ad-body: ಯಾವುದೇ ನರವ್ಯೂಹ, ಸೋರಿಯಾಸಿಸ್, ಪೈಲ್ಸ್, ಮಂಡಿನೋವು, ಸಕ್ಕರೆ ಖಾಯಿಲೆ ಮುಂತಾದ ಎಲ್ಲಾ ರೋಗಗಳಿಗೆ ಆಯುರ್ವೇದ ಚಿಕಿತ್ಸೆ ಡಾ. ಆರ್ ಪ್ರಕಾಶ್‌ರಾವ್ Govt.Reg. No. 7358 [1521,739,1769,780]
classified-ad [296,221,617,389]
ad-phone-number: 9900251194 9738884777 [73,522,289,544]
ad-body: ಅಳತೆ : 40x60 ಪಶ್ಚಿಮ ಫೇಸ್ 80 ಅಡಿ ಕಾರ್ನರ್ ಸೈಟ್ ಪ್ರತಿ ಚದರ ಅಡಿಗೆ 7000/- ನೋಂದಣಿಯಾದ ಸರ್ಕಾರದ ವಿಲ್ಲ ಮೈಸೂರು. [77,1527,285,1568]
ad-body: I, N.R Nivedita residing at No. 10/2, Shreyas Temple road, VV Puram, Mysuru, Karnataka, have changed my name from N.R. Nivedita to N.R.Nivedita on my own free will sworn in before Notary Goutham Chand, Mysore. Vide affidavit dated 16-04-2024 Sd/- N.R. Nivedita [837,1527,1018,1618]
ad-phone-number: 9731591267 / 9901291267 [625,526,822,544]
ad-phone-number: 77605-98705 [1789,1129,1981,1155]
ad-body: I, K.J. Shayla, R/a No.678, Hosahundi, Mysore-570025, sworn before the Notary to Change my old name K.J.Shyla to new name Shyla Thomson in front of Notary Mr. S.V.Nagendra Mysore Sd/- Shyla Thomson [303,1192,612,1246]
ad-phone-number: 8951241381 [1309,1464,1501,1490]
ad-body: Teaching staff for Reputed Institution (Experience Preferred) for all subjects. Transport facilities available. Drop your resume through Whatsapp or Contact [1039,249,1294,283]
ad-body: ಪತ್ರಿಕೆಯಲ್ಲಿ ಪ್ರಕಟವಾಗುವ ಜಾಹೀರಾತುಗಳ ವಿಶ್ವಾಸಾರ್ಹತೆ ಬಗ್ಗೆ ಓದುಗರು ಖಚಿತಪಡಿಸಿಕೊಂಡು ವ್ಯವಹರಿಸಬೇಕು. ಜಾಹೀರಾತುದಾರರ ಹೇಳಿಕೆಗೆ ಪತ್ರಿಕೆ ಜವಾಬ್ದಾರಿಯಲ್ಲ. -ಜಾಹೀರಾತು ವ್ಯವಸ್ಥಾಪಕರು [837,1661,1018,1706]
ad-heading: 40x60 [831,399,1024,434]
ad-phone-number: 8123624775 [1511,362,1780,388]
registration-dot [98,1832,106,1840]
ad-heading: SITES for Sale [831,1166,1024,1189]
ad-heading: ಮೈಸೂರು ಮಿತ್ರ ಓದುಗರ ಗಮನಕ್ಕೆ [831,1634,1024,1658]
ad-body: Female Receptionist for Natural Hair Fixing Centre Mysuru [1055,739,1278,794]
classified-ad [1787,1030,1983,1156]
ad-body: Premier ICSE and CBSE Schools R.T. Nagar, Kamakshiba Nagara Dattagalli 3rd Stage, Mysore-570 0222 Requires following positions: Art Teacher, Swimming Coach, Primary Teacher, Computer Teacher, Kindergarten Email CV to hrmypschool@gmail.com [1036,1331,1297,1389]
classified-ad [623,1499,824,1624]
ad-phone-number: Mob: 9986002207 [831,831,1024,857]
ad-heading: ಟ್ಯಾಂಕ್ ಮತ್ತು ಸೋಲಾರ್ ಸರ್ವೀಸ್ [1309,1166,1501,1189]
ad-body: ಮೈಸೂರಿನ ಹೆಸರಾಂತ ಶಾಲೆಗೆ ಉತ್ತಮ ಅನುಭವುಳ್ಳ ಬ್ಯಾಡ್ಜ್ (ಪರವಾನಗಿ) ಹೊಂದಿರುವ ಚಾಲಕರು ಬೇಕಾಗಿದ್ದಾರೆ. ದೂರವಾಣಿ ಕರೆ ಮಾಡಿ [839,894,1016,935]
classified-ad [1787,866,1983,1022]
registration-dot [640,1832,648,1840]
